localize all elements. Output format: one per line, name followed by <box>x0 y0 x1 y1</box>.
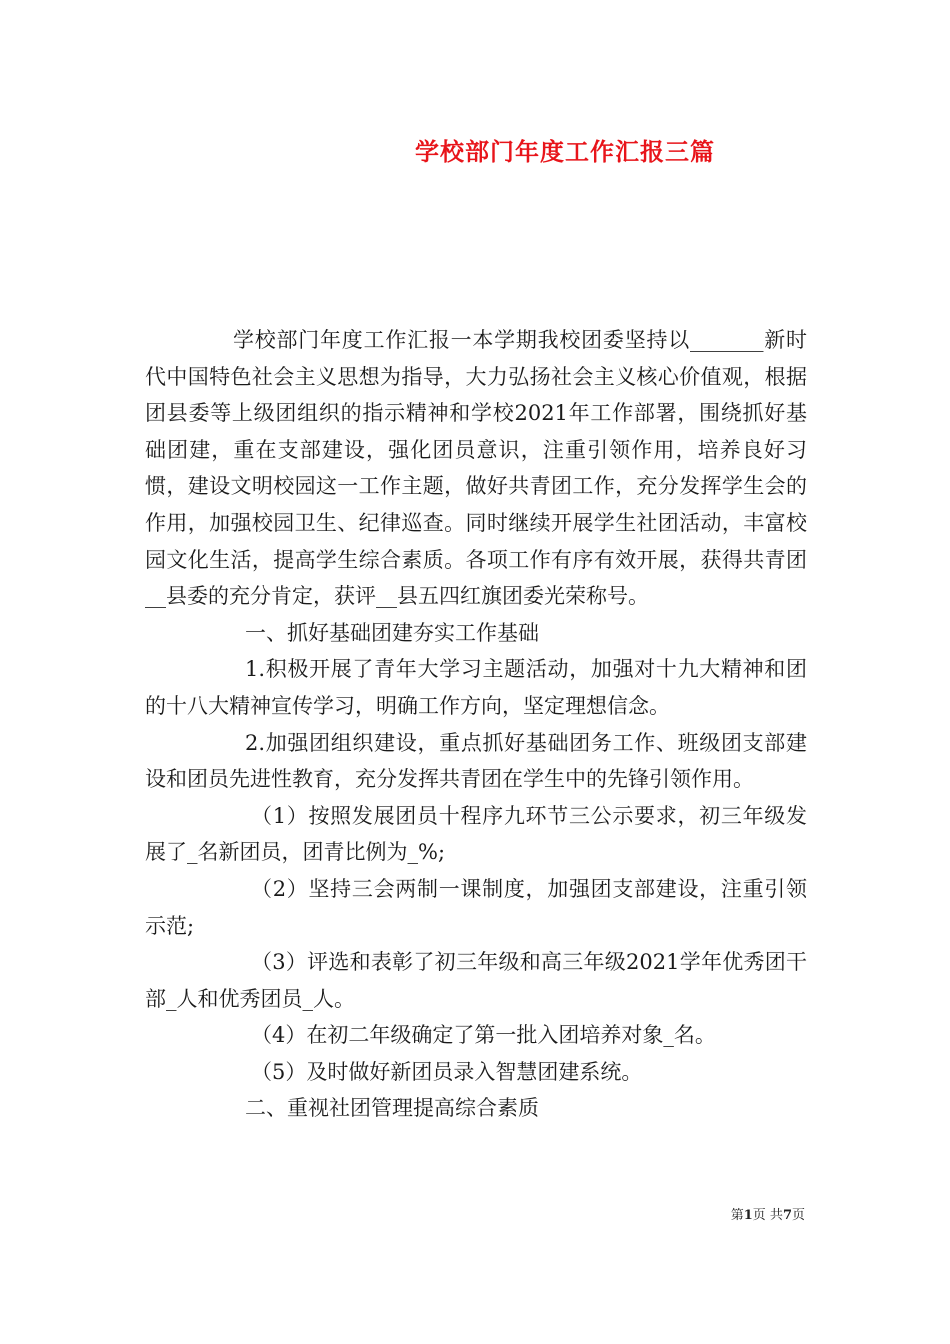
page-number-footer <box>731 1204 805 1223</box>
sub-item-1: （1）按照发展团员十程序九环节三公示要求，初三年级发展了_名新团员，团青比例为_%; <box>145 803 807 865</box>
sub-item-4: （4）在初二年级确定了第一批入团培养对象_名。 <box>251 1023 716 1048</box>
sub-item-5: （5）及时做好新团员录入智慧团建系统。 <box>251 1059 643 1084</box>
intro-paragraph: 学校部门年度工作汇报一本学期我校团委坚持以_______新时代中国特色社会主义思想为指导，大力弘扬社会主义核心价值观，根据团县委等上级团组织的指示精神和学校2021年工作部署，围绕抓好基础团建，重在支部建设，强化团员意识，注重引领作用，培养良好习惯，建设文明校园这一工作主题，做好共青团工作，充分发挥学生会的作用，加强校园卫生、纪律巡查。同时继续开展学生社团活动，丰富校园文化生活，提高学生综合素质。各项工作有序有效开展，获得共青团__县委的充分肯定，获评__县五四红旗团委光荣称号。 <box>145 328 807 609</box>
footer-suffix: 页 <box>791 1208 805 1223</box>
section-heading-2: 二、重视社团管理提高综合素质 <box>245 1096 539 1121</box>
sub-item-2: （2）坚持三会两制一课制度，加强团支部建设，注重引领示范; <box>145 876 807 938</box>
document-body <box>145 322 807 1127</box>
footer-prefix: 第 <box>730 1208 744 1223</box>
document-title: 学校部门年度工作汇报三篇 <box>415 137 715 166</box>
list-item-2: 2.加强团组织建设，重点抓好基础团务工作、班级团支部建设和团员先进性教育，充分发挥共青团在学生中的先锋引领作用。 <box>145 730 807 792</box>
total-page-count: 7 <box>782 1208 792 1223</box>
sub-item-3: （3）评选和表彰了初三年级和高三年级2021学年优秀团干部_人和优秀团员_人。 <box>145 950 807 1011</box>
section-heading-1: 一、抓好基础团建夯实工作基础 <box>245 620 539 645</box>
footer-middle: 页 共 <box>752 1208 783 1223</box>
current-page-number: 1 <box>743 1208 753 1223</box>
list-item-1: 1.积极开展了青年大学习主题活动，加强对十九大精神和团的十八大精神宣传学习，明确工作方向，坚定理想信念。 <box>145 657 807 718</box>
